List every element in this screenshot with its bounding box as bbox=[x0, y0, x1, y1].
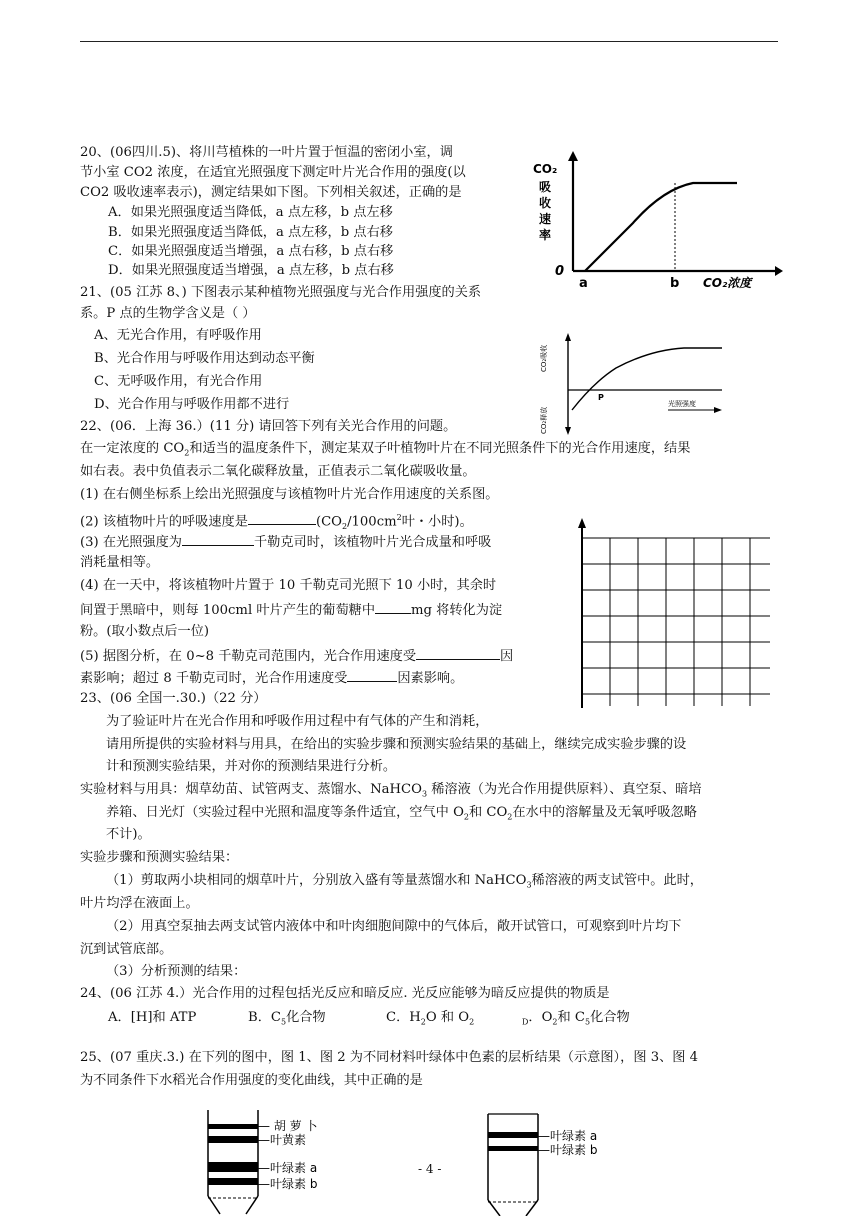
q23-line4: 计和预测实验结果，并对你的预测结果进行分析。 bbox=[106, 759, 397, 774]
label-chlorophyll-a: —叶绿素 a bbox=[538, 1129, 598, 1143]
q22-sub4: (4) 在一天中，将该植物叶片置于 10 千勒克司光照下 10 小时，其余时 bbox=[80, 578, 497, 593]
q23-line3: 请用所提供的实验材料与用具，在给出的实验步骤和预测实验结果的基础上，继续完成实验步骤的设 bbox=[106, 737, 687, 752]
q22-sub3-cont: 消耗量相等。 bbox=[80, 555, 160, 570]
q23-step3: （3）分析预测的结果： bbox=[106, 964, 247, 979]
answer-blank-factor-1[interactable] bbox=[416, 646, 500, 660]
band-carotene bbox=[208, 1124, 258, 1129]
q22-sub5: (5) 据图分析，在 0~8 千勒克司范围内，光合作用速度受 因 bbox=[80, 646, 513, 666]
y-label-char-4: 率 bbox=[539, 228, 552, 242]
q20-line1: 20、(06四川.5)、将川芎植株的一叶片置于恒温的密闭小室，调 bbox=[80, 145, 453, 160]
photosynthesis-curve bbox=[572, 348, 722, 410]
q24-line1: 24、(06 江苏 4.）光合作用的过程包括光反应和暗反应. 光反应能够为暗反应提供的物质是 bbox=[80, 986, 610, 1001]
q22-sub4-end: 粉。(取小数点后一位) bbox=[80, 624, 209, 639]
label-chlorophyll-a: —叶绿素 a bbox=[258, 1161, 318, 1175]
q22-sub5-cont: 素影响；超过 8 千勒克司时，光合作用速度受 因素影响。 bbox=[80, 668, 463, 688]
q23-step2: （2）用真空泵抽去两支试管内液体中和叶肉细胞间隙中的气体后，敞开试管口，可观察到叶片均下 bbox=[106, 919, 682, 934]
band-chlorophyll-b bbox=[488, 1146, 538, 1151]
q24-option-d: $_D$．$O_2$和 $C_5$化合物 bbox=[522, 1010, 630, 1027]
y-axis-arrow bbox=[568, 151, 578, 161]
q20-option-d: D．如果光照强度适当增强，a 点左移，b 点右移 bbox=[108, 263, 394, 278]
point-b-label: b bbox=[670, 276, 680, 291]
q25-line1: 25、(07 重庆.3.) 在下列的图中，图 1、图 2 为不同材料叶绿体中色素的层析结果（示意图），图 3、图 4 bbox=[80, 1050, 699, 1065]
q21-line1: 21、(05 江苏 8、) 下图表示某种植物光照强度与光合作用强度的关系 bbox=[80, 285, 482, 300]
q24-option-c: C．$H_2O$ 和 $O_2$ bbox=[386, 1010, 475, 1027]
q22-sub3: (3) 在光照强度为 千勒克司时，该植物叶片光合成量和呼吸 bbox=[80, 532, 491, 552]
y-label-down: CO₂释放 bbox=[540, 406, 548, 434]
page-number: - 4 - bbox=[418, 1162, 442, 1176]
origin-label: 0 bbox=[555, 264, 565, 279]
q23-line2: 为了验证叶片在光合作用和呼吸作用过程中有气体的产生和消耗， bbox=[106, 714, 489, 729]
q24-option-b: B．$C_5$化合物 bbox=[248, 1010, 326, 1027]
y-label-char-1: 吸 bbox=[539, 180, 552, 194]
q23-steps-title: 实验步骤和预测实验结果： bbox=[80, 850, 239, 865]
q23-line1: 23、(06 全国一.30.)（22 分） bbox=[80, 691, 267, 706]
y-label-char-2: 收 bbox=[539, 196, 552, 210]
q23-step2-cont: 沉到试管底部。 bbox=[80, 942, 173, 957]
answer-blank-compensation[interactable] bbox=[182, 532, 254, 546]
q25-line2: 为不同条件下水稻光合作用强度的变化曲线，其中正确的是 bbox=[80, 1073, 423, 1088]
label-chlorophyll-b: —叶绿素 b bbox=[538, 1143, 598, 1157]
x-axis-label: CO₂浓度 bbox=[703, 276, 752, 290]
q20-option-b: B．如果光照强度适当降低，a 点左移，b 点右移 bbox=[108, 225, 393, 240]
q22-sub4-cont: 间置于黑暗中，则每 100cml 叶片产生的葡萄糖中 mg 将转化为淀 bbox=[80, 600, 502, 620]
label-carotene: — 胡 萝 卜 bbox=[258, 1119, 318, 1133]
band-chlorophyll-a bbox=[488, 1132, 538, 1138]
q22-line1: 22、(06．上海 36.）(11 分) 请回答下列有关光合作用的问题。 bbox=[80, 419, 457, 434]
header-rule bbox=[80, 41, 778, 42]
q24-option-a: A．[H]和 ATP bbox=[108, 1010, 197, 1025]
grid-y-arrow bbox=[578, 518, 586, 528]
x-axis-arrow bbox=[775, 266, 783, 276]
answer-blank-factor-2[interactable] bbox=[347, 668, 397, 682]
answer-blank-respiration[interactable] bbox=[248, 511, 316, 525]
q21-option-c: C、无呼吸作用，有光合作用 bbox=[94, 374, 263, 389]
band-xanthophyll bbox=[208, 1136, 258, 1143]
q21-option-a: A、无光合作用，有呼吸作用 bbox=[94, 328, 262, 343]
q20-line3: CO2 吸收速率表示)，测定结果如下图。下列相关叙述，正确的是 bbox=[80, 185, 462, 200]
absorption-curve bbox=[585, 183, 737, 271]
q23-step1: （1）剪取两小块相同的烟草叶片，分别放入盛有等量蒸馏水和 NaHCO$_3$稀溶液的两支试管中。此时， bbox=[106, 873, 703, 890]
band-chlorophyll-b bbox=[208, 1178, 258, 1185]
q21-option-d: D、光合作用与呼吸作用都不进行 bbox=[94, 397, 290, 412]
label-chlorophyll-b: —叶绿素 b bbox=[258, 1177, 318, 1191]
y-label-co2: CO₂ bbox=[533, 162, 558, 176]
blank-coordinate-grid[interactable] bbox=[570, 516, 780, 710]
q21-option-b: B、光合作用与呼吸作用达到动态平衡 bbox=[94, 351, 315, 366]
chromatography-figure-2 bbox=[480, 1108, 640, 1216]
q23-materials-1: 实验材料与用具：烟草幼苗、试管两支、蒸馏水、NaHCO$_3$ 稀溶液（为光合作用提供原料）、真空泵、暗培 bbox=[80, 782, 702, 799]
x-axis-label: 光照强度 bbox=[668, 400, 696, 408]
q23-step1-cont: 叶片均浮在液面上。 bbox=[80, 896, 199, 911]
q20-option-a: A．如果光照强度适当降低，a 点左移，b 点左移 bbox=[108, 205, 393, 220]
q22-sub2: (2) 该植物叶片的呼吸速度是 ($CO_2/100cm^2$叶・小时)。 bbox=[80, 513, 473, 532]
y-axis-arrow-up bbox=[565, 333, 571, 341]
q20-line2: 节小室 CO2 浓度，在适宜光照强度下测定叶片光合作用的强度(以 bbox=[80, 165, 466, 180]
q22-sub1: (1) 在右侧坐标系上绘出光照强度与该植物叶片光合作用速度的关系图。 bbox=[80, 487, 499, 502]
q23-materials-2: 养箱、日光灯（实验过程中光照和温度等条件适宜，空气中 $O_2$和 $CO_2$在水中的溶解量及无氧呼吸忽略 bbox=[106, 805, 697, 822]
light-photosynthesis-graph bbox=[534, 330, 734, 436]
x-arrow-head bbox=[714, 407, 722, 413]
band-chlorophyll-a bbox=[208, 1162, 258, 1172]
chromatography-figure-1 bbox=[200, 1108, 360, 1216]
q20-option-c: C．如果光照强度适当增强，a 点右移，b 点右移 bbox=[108, 244, 394, 259]
answer-blank-glucose[interactable] bbox=[375, 600, 411, 614]
q23-materials-3: 不计)。 bbox=[106, 827, 151, 842]
q22-line2: 在一定浓度的 $CO_2$和适当的温度条件下，测定某双子叶植物叶片在不同光照条件下的光合作用速度，结果 bbox=[80, 441, 691, 458]
point-p-label: P bbox=[598, 393, 604, 402]
y-axis-arrow-down bbox=[565, 427, 571, 435]
y-label-char-3: 速 bbox=[539, 212, 552, 226]
label-xanthophyll: —叶黄素 bbox=[258, 1133, 307, 1147]
point-a-label: a bbox=[579, 276, 588, 291]
q22-line3: 如右表。表中负值表示二氧化碳释放量，正值表示二氧化碳吸收量。 bbox=[80, 464, 476, 479]
q21-line2: 系。P 点的生物学含义是（ ） bbox=[80, 306, 256, 321]
y-label-up: CO₂吸收 bbox=[540, 344, 548, 372]
co2-absorption-graph bbox=[525, 145, 785, 295]
